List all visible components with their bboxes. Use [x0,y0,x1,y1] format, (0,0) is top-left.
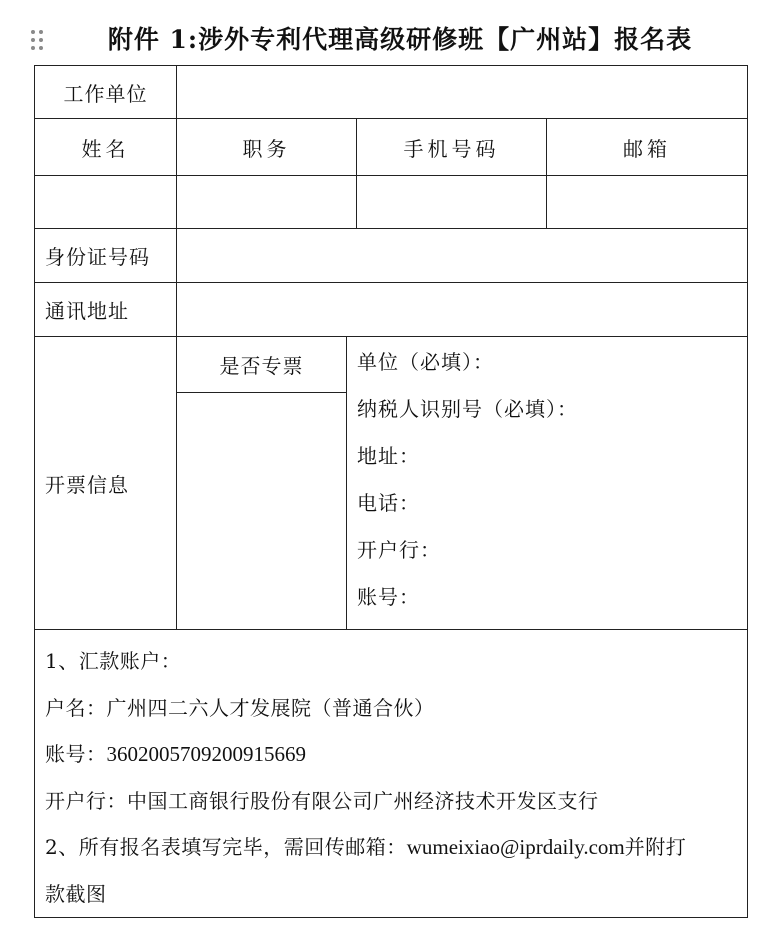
drag-handle-icon[interactable] [31,30,43,50]
person-input-row [35,176,748,229]
bank-name: 开户行：中国工商银行股份有限公司广州经济技术开发区支行 [45,788,599,813]
account-number-label: 账号： [45,742,107,766]
address-label: 通讯地址 [35,283,177,337]
invoice-fields [347,337,748,630]
invoice-field-account: 账号： [357,585,420,609]
phone-input-cell[interactable] [357,176,547,229]
address-row [35,283,748,337]
page-title: 附件 1:涉外专利代理高级研修班【广州站】报名表 [107,25,693,54]
position-input-cell[interactable] [177,176,357,229]
name-header: 姓名 [35,119,177,176]
address-input-cell[interactable] [177,283,748,337]
name-input-cell[interactable] [35,176,177,229]
instruction-line [45,824,747,871]
email-header: 邮箱 [547,119,748,176]
id-input-cell[interactable] [177,229,748,283]
invoice-row-top [35,337,748,393]
phone-header: 手机号码 [357,119,547,176]
special-invoice-label: 是否专票 [177,337,347,393]
invoice-field-tax-id: 纳税人识别号（必填）： [357,397,578,421]
remit-title: 1、汇款账户： [45,649,182,673]
registration-form-table [34,65,748,918]
instruction-suffix: 并附打 [624,835,687,859]
notes-row [35,630,748,918]
invoice-field-bank: 开户行： [357,538,441,562]
invoice-field-phone: 电话： [357,491,420,515]
invoice-field-company: 单位（必填）： [357,350,494,374]
account-name: 户名：广州四二六人才发展院（普通合伙） [45,695,435,720]
account-number: 3602005709200915669 [106,742,306,766]
invoice-field-address: 地址： [357,444,420,468]
contact-email-link[interactable]: wumeixiao@iprdaily.com [406,835,625,859]
position-header: 职务 [177,119,357,176]
special-invoice-input-cell[interactable] [177,393,347,630]
instruction-line-2: 款截图 [45,881,107,906]
header-row [35,119,748,176]
account-number-line [45,731,747,778]
instruction-prefix: 2、所有报名表填写完毕，需回传邮箱： [45,835,407,859]
company-input-cell[interactable] [177,66,748,119]
company-label: 工作单位 [35,66,177,119]
id-label: 身份证号码 [35,229,177,283]
company-row [35,66,748,119]
email-input-cell[interactable] [547,176,748,229]
id-row [35,229,748,283]
notes-cell [35,630,748,918]
invoice-label: 开票信息 [35,337,177,630]
